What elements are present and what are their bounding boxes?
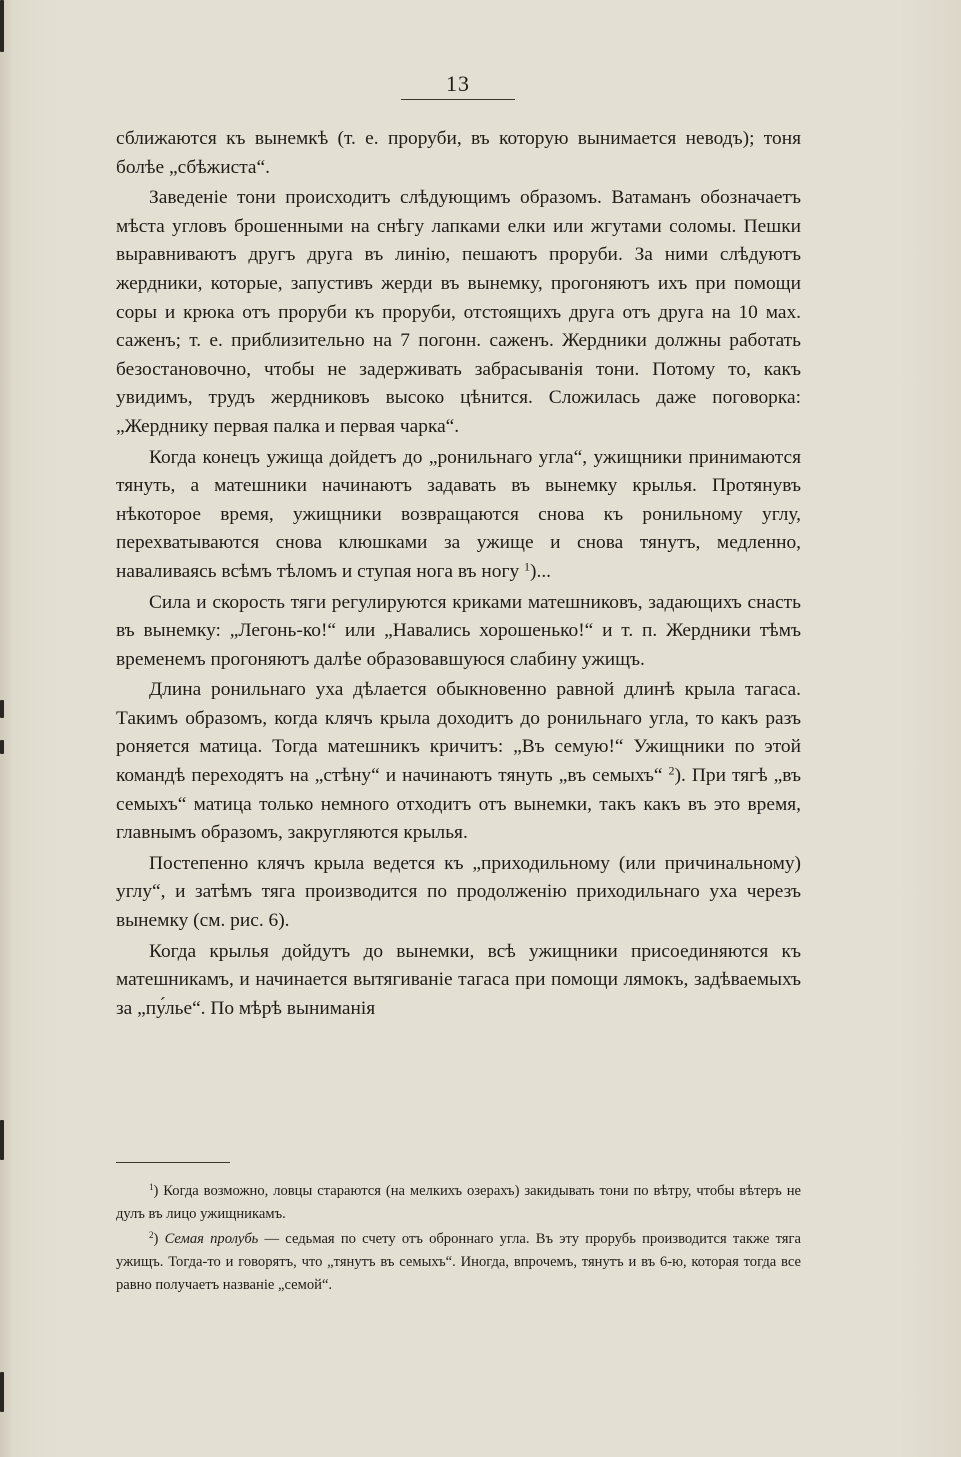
footnote-mark: 1 [149,1182,154,1193]
footnote: $^2$) Семая пролубь — седьмая по счету отъ оброннаго угла. Въ эту прорубь производится также тяга ужищъ. Тогда-то и говорятъ, что „тянутъ въ семыхъ“. Иногда, впрочемъ, тянутъ и въ 6-ю, которая тогда все равно получаетъ названіе „семой“. [116,1230,801,1293]
paragraph: сближаются къ вынемкѣ (т. е. проруби, въ которую вынимается неводъ); тоня болѣе „сбѣжиста“. [116,128,801,178]
footnote: $^1$) Когда возможно, ловцы стараются (на мелкихъ озерахъ) закидывать тони по вѣтру, чтобы вѣтеръ не дулъ въ лицо ужищникамъ. [116,1182,801,1222]
footnote-term: Семая пролубь [164,1231,259,1247]
footnote-reference: 1 [524,559,531,574]
page-number-rule [401,99,515,100]
paragraph: Когда крылья дойдутъ до вынемки, всѣ ужищники присоединяются къ матешникамъ, и начинается вытягиваніе тагаса при помощи лямокъ, задѣваемыхъ за „пу́лье“. По мѣрѣ выниманія [116,940,801,1019]
paragraph: Заведеніе тони происходитъ слѣдующимъ образомъ. Ватаманъ обозначаетъ мѣста угловъ брошенными на снѣгу лапками елки или жгутами соломы. Пешки выравниваютъ другъ друга въ линію, пешаютъ проруби. За ними слѣдуютъ жердники, которые, запустивъ жерди въ вынемку, прогоняютъ ихъ при помощи соры и крюка отъ проруби къ проруби, отстоящихъ друга отъ друга на 10 мах. саженъ; т. е. приблизительно на 7 погонн. саженъ. Жердники должны работать безостановочно, чтобы не задерживать забрасыванія тони. Потому то, какъ увидимъ, трудъ жердниковъ высоко цѣнится. Сложилась даже поговорка: „Жерднику первая палка и первая чарка“. [116,187,801,437]
binding-edge-mark [0,1372,4,1412]
paragraph: Сила и скорость тяги регулируются криками матешниковъ, задающихъ снасть въ вынемку: „Легонь-ко!“ или „Навались хорошенько!“ и т. п. Жердники тѣмъ временемъ прогоняютъ далѣе образовавшуюся слабину ужищъ. [116,591,801,670]
body-text [116,125,801,1023]
binding-edge-mark [0,740,4,754]
footnote-reference: 2 [668,763,675,778]
binding-edge-mark [0,1120,4,1160]
paragraph: Когда конецъ ужища дойдетъ до „ронильнаго угла“, ужищники принимаются тянуть, а матешники начинаютъ задавать въ вынемку крылья. Протянувъ нѣкоторое время, ужищники возвращаются снова къ ронильному углу, перехватываются снова клюшками за ужище и снова тянутъ, медленно, наваливаясь всѣмъ тѣломъ и ступая нога въ ногу $^1$)... [116,446,801,582]
footnote-separator [116,1162,230,1163]
page-number: 13 [446,71,470,96]
footnotes [116,1180,801,1297]
binding-edge-mark [0,0,4,52]
paragraph: Длина ронильнаго уха дѣлается обыкновенно равной длинѣ крыла тагаса. Такимъ образомъ, когда клячъ крыла доходитъ до ронильнаго угла, то какъ разъ роняется матица. Тогда матешникъ кричитъ: „Въ семую!“ Ужищники по этой командѣ переходятъ на „стѣну“ и начинаютъ тянуть „въ семыхъ“ $^2$). При тягѣ „въ семыхъ“ матица только немного отходитъ отъ вынемки, такъ какъ въ это время, главнымъ образомъ, закругляются крылья. [116,679,801,844]
footnote-mark: 2 [149,1230,154,1241]
binding-edge-mark [0,700,4,718]
paragraph: Постепенно клячъ крыла ведется къ „приходильному (или причинальному) углу“, и затѣмъ тяга производится по продолженію приходильнаго уха черезъ вынемку (см. рис. 6). [116,852,801,932]
